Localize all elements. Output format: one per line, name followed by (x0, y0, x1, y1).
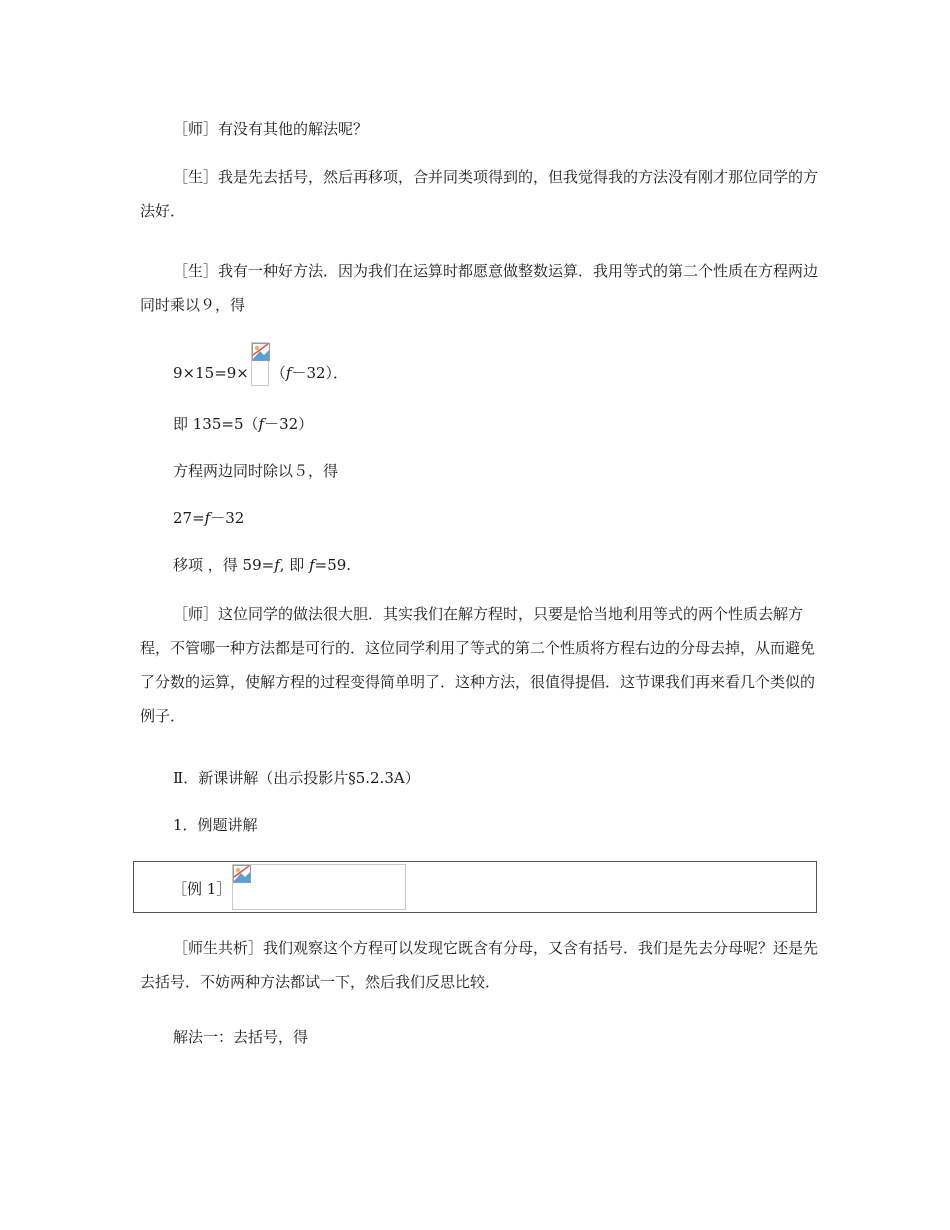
equation-3: 27=f－32 (173, 509, 245, 527)
paragraph-joint-analysis: ［师生共析］我们观察这个方程可以发现它既含有分母，又含有括号．我们是先去分母呢？还是先去括号．不妨两种方法都试一下，然后我们反思比较． (140, 939, 819, 991)
variable-f: f (309, 556, 315, 574)
paragraph-teacher-comment: ［师］这位同学的做法很大胆．其实我们在解方程时，只要是恰当地利用等式的两个性质去解方程，不管哪一种方法都是可行的．这位同学利用了等式的第二个性质将方程右边的分母去掉，从而避免了分数的运算，使解方程的过程变得简单明了．这种方法，很值得提倡．这节课我们再来看几个类似的例子． (140, 605, 816, 725)
broken-image-icon (252, 343, 270, 361)
paragraph-divide: 方程两边同时除以５，得 (173, 462, 339, 480)
paragraph-student-answer-1: ［生］我是先去括号，然后再移项，合并同类项得到的，但我觉得我的方法没有刚才那位同学的方法好． (140, 168, 819, 220)
solution-method-1: 解法一：去括号，得 (173, 1028, 309, 1046)
equation-4: 移项 ，得 59=f, 即 f=59. (173, 556, 352, 574)
missing-example-image (232, 864, 406, 910)
variable-f: f (274, 556, 280, 574)
equation-1: 9×15=9× （f－32）． (173, 352, 348, 396)
broken-image-icon (233, 865, 251, 883)
subsection-heading-1: 1．例题讲解 (173, 816, 258, 834)
variable-f: f (285, 364, 292, 382)
paragraph-teacher-question: ［师］有没有其他的解法呢？ (173, 120, 369, 138)
equation-1-left: 9×15=9× (173, 364, 249, 382)
variable-f: f (258, 415, 265, 433)
paragraph-student-answer-2: ［生］我有一种好方法．因为我们在运算时都愿意做整数运算．我用等式的第二个性质在方程两边同时乘以９，得 (140, 262, 819, 314)
variable-f: f (204, 509, 211, 527)
example-1-box (133, 861, 817, 913)
missing-fraction-image (251, 342, 269, 386)
equation-2: 即 135=5（f－32） (173, 415, 314, 433)
section-heading-2: Ⅱ．新课讲解（出示投影片§5.2.3A） (173, 769, 420, 787)
example-1-label: ［例 1］ (172, 880, 232, 898)
